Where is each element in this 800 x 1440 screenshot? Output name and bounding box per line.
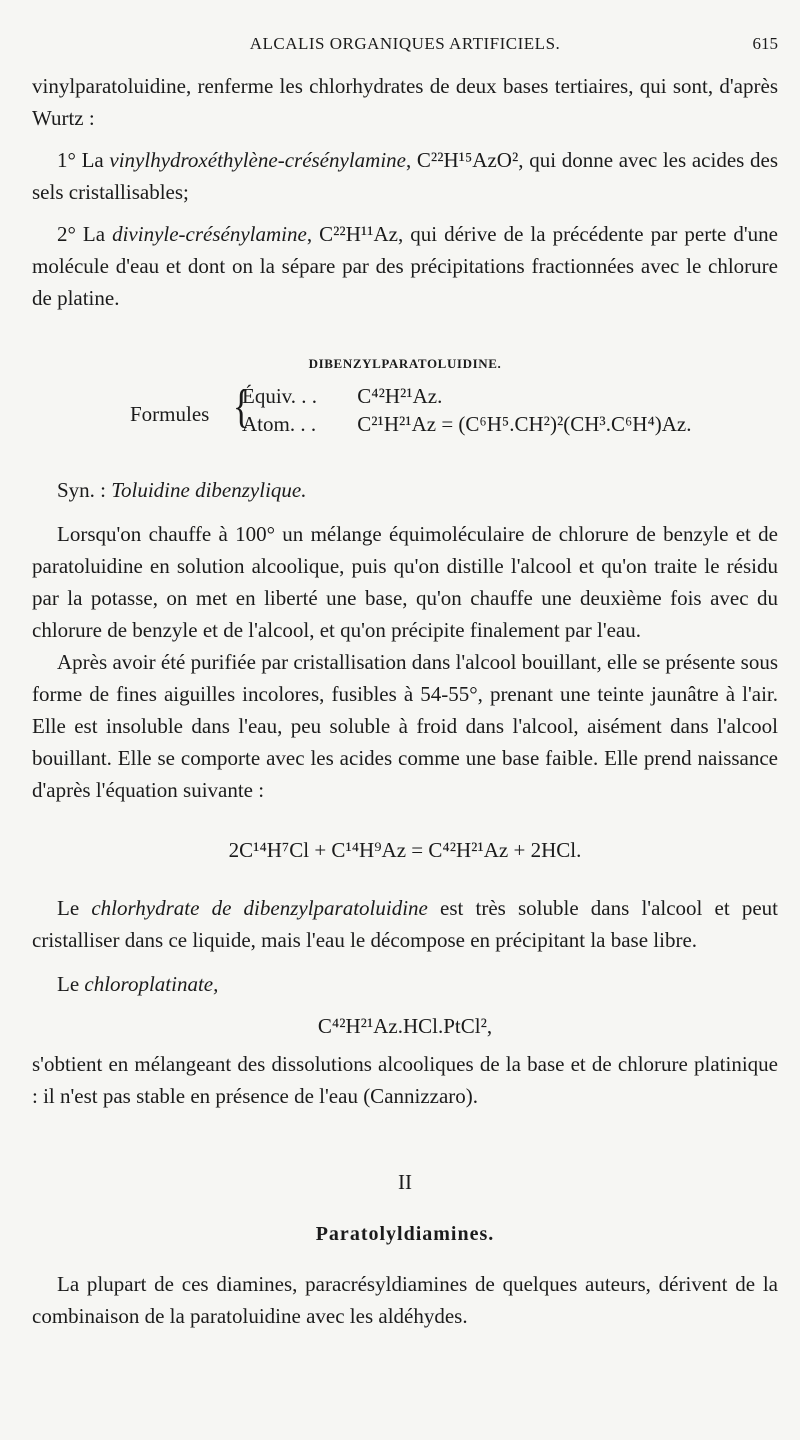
synonym-line — [32, 474, 778, 506]
chloroplatinate-name: chloroplatinate, — [84, 972, 219, 996]
item-1-suffix: , qui donne avec les acides des sels cristallisables; — [32, 148, 778, 204]
equivalent-label: Équiv. . . — [242, 384, 318, 408]
item-1-formula: C²²H¹⁵AzO² — [416, 148, 519, 172]
item-2-name: divinyle-crésénylamine — [112, 222, 307, 246]
page-content — [32, 70, 778, 1332]
intro-paragraph: vinylparatoluidine, renferme les chlorhydrates de deux bases tertiaires, qui sont, d'après Wurtz : — [32, 74, 778, 130]
formula-block — [32, 376, 778, 464]
equivalent-formula-row — [242, 384, 442, 409]
section-title: DIBENZYLPARATOLUIDINE. — [308, 356, 502, 371]
chlorhydrate-prefix: Le — [57, 896, 92, 920]
paratolyldiamines-title: Paratolyldiamines. — [315, 1223, 495, 1245]
synonym-prefix: Syn. : — [57, 478, 112, 502]
paratolyldiamines-paragraph: La plupart de ces diamines, paracrésyldiamines de quelques auteurs, dérivent de la combinaison de la paratoluidine avec les aldéhydes. — [32, 1272, 778, 1328]
chloroplatinate-heading — [32, 968, 778, 1000]
atomic-formula: C²¹H²¹Az = (C⁶H⁵.CH²)²(CH³.C⁶H⁴)Az. — [357, 412, 692, 436]
item-2-formula: C²²H¹¹Az — [319, 222, 398, 246]
tertiary-base-item-2: 2° La divinyle-crésénylamine, C²²H¹¹Az, qui dérive de la précédente par perte d'une molécule d'eau et dont on la sépare par des précipitations fractionnées avec le chlorure de platine. — [32, 222, 778, 310]
tertiary-base-item-1: 1° La vinylhydroxéthylène-crésénylamine, C²²H¹⁵AzO², qui donne avec les acides des sels cristallisables; — [32, 148, 778, 204]
page-header — [32, 34, 778, 62]
formula-brace: { — [232, 381, 250, 433]
item-2-suffix: , qui dérive de la précédente par perte d'une molécule d'eau et dont on la sépare par des précipitations fractionnées avec le chlorure de platine. — [32, 222, 778, 310]
chlorhydrate-name: chlorhydrate de dibenzylparatoluidine — [91, 896, 428, 920]
chloroplatinate-paragraph: s'obtient en mélangeant des dissolutions alcooliques de la base et de chlorure platinique : il n'est pas stable en présence de l'eau (Cannizzaro). — [32, 1052, 778, 1108]
preparation-paragraph: Lorsqu'on chauffe à 100° un mélange équimoléculaire de chlorure de benzyle et de paratoluidine en solution alcoolique, puis qu'on distille l'alcool et qu'on traite le résidu par la potasse, on met en liberté une base, qu'on chauffe une deuxième fois avec du chlorure de benzyle et de l'alcool, et qu'on précipite finalement par l'eau. — [32, 522, 778, 642]
chlorhydrate-paragraph — [32, 892, 778, 956]
equivalent-formula: C⁴²H²¹Az. — [357, 384, 443, 408]
formulas-label: Formules — [130, 402, 210, 426]
item-1-prefix: 1° La — [57, 148, 110, 172]
page-number: 615 — [752, 34, 778, 53]
chloroplatinate-prefix: Le — [57, 972, 85, 996]
item-2-prefix: 2° La — [57, 222, 113, 246]
running-title: ALCALIS ORGANIQUES ARTIFICIELS. — [249, 34, 561, 53]
section-roman-number: II — [398, 1170, 412, 1194]
chloroplatinate-formula: C⁴²H²¹Az.HCl.PtCl², — [317, 1014, 493, 1038]
chlorhydrate-text: est très soluble dans l'alcool et peut cristalliser dans ce liquide, mais l'eau le décompose en précipitant la base libre. — [32, 896, 778, 952]
atomic-formula-row — [242, 412, 692, 437]
properties-paragraph: Après avoir été purifiée par cristallisation dans l'alcool bouillant, elle se présente sous forme de fines aiguilles incolores, fusibles à 54-55°, prenant une teinte jaunâtre à l'air. Elle est insoluble dans l'eau, peu soluble à froid dans l'alcool, aisément dans l'alcool bouillant. Elle se comporte avec les acides comme une base faible. Elle prend naissance d'après l'équation suivante : — [32, 650, 778, 802]
item-1-name: vinylhydroxéthylène-crésénylamine — [109, 148, 406, 172]
chemical-equation: 2C¹⁴H⁷Cl + C¹⁴H⁹Az = C⁴²H²¹Az + 2HCl. — [228, 838, 582, 862]
atomic-label: Atom. . . — [242, 412, 317, 436]
synonym-name: Toluidine dibenzylique. — [111, 478, 307, 502]
